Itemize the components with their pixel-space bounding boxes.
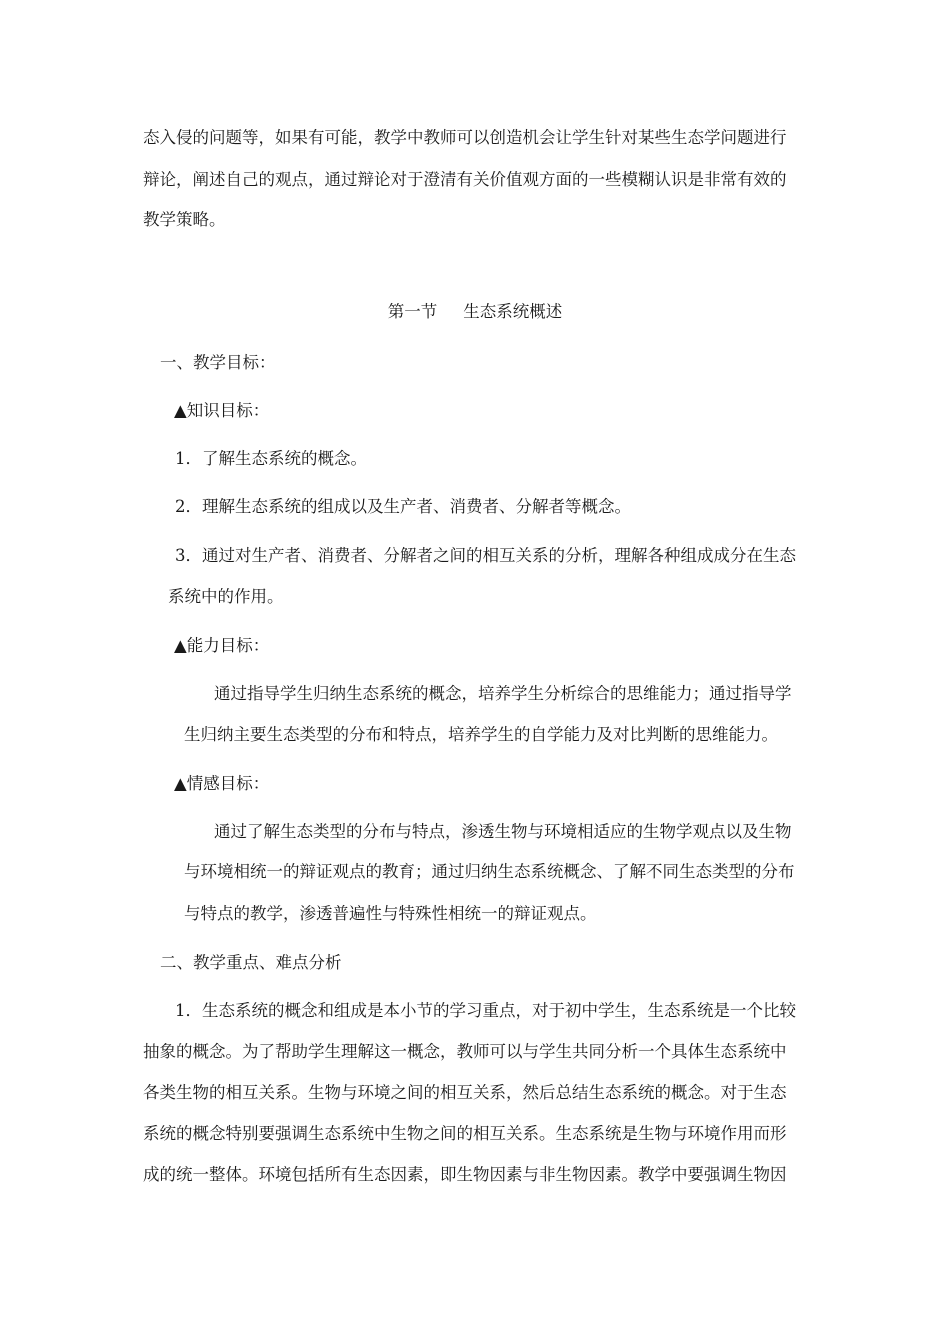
analysis-line-3: 各类生物的相互关系。生物与环境之间的相互关系，然后总结生态系统的概念。对于生态: [143, 1083, 787, 1102]
objectives-heading: 一、教学目标：: [160, 353, 276, 372]
section-number: 第一节: [387, 302, 438, 321]
knowledge-item-3: 3．通过对生产者、消费者、分解者之间的相互关系的分析，理解各种组成成分在生态: [175, 546, 796, 565]
emotion-line-1: 通过了解生态类型的分布与特点，渗透生物与环境相适应的生物学观点以及生物: [214, 822, 792, 841]
knowledge-item-2: 2．理解生态系统的组成以及生产者、消费者、分解者等概念。: [175, 497, 631, 516]
section-name: 生态系统概述: [463, 302, 563, 321]
intro-line-2: 辩论，阐述自己的观点，通过辩论对于澄清有关价值观方面的一些模糊认识是非常有效的: [143, 170, 787, 189]
knowledge-item-1: 1．了解生态系统的概念。: [175, 449, 367, 468]
emotion-line-2: 与环境相统一的辩证观点的教育；通过归纳生态系统概念、了解不同生态类型的分布: [184, 862, 795, 881]
analysis-line-5: 成的统一整体。环境包括所有生态因素，即生物因素与非生物因素。教学中要强调生物因: [143, 1165, 787, 1184]
analysis-line-4: 系统的概念特别要强调生态系统中生物之间的相互关系。生态系统是生物与环境作用而形: [143, 1124, 787, 1143]
intro-line-3: 教学策略。: [143, 210, 226, 229]
analysis-line-2: 抽象的概念。为了帮助学生理解这一概念，教师可以与学生共同分析一个具体生态系统中: [143, 1042, 787, 1061]
analysis-line-1: 1．生态系统的概念和组成是本小节的学习重点，对于初中学生，生态系统是一个比较: [175, 1001, 796, 1020]
intro-line-1: 态入侵的问题等，如果有可能，教学中教师可以创造机会让学生针对某些生态学问题进行: [143, 128, 787, 147]
emotion-heading: ▲情感目标：: [174, 774, 270, 793]
analysis-heading: 二、教学重点、难点分析: [160, 953, 342, 972]
ability-heading: ▲能力目标：: [174, 636, 270, 655]
knowledge-heading: ▲知识目标：: [174, 401, 270, 420]
section-title: [0, 300, 950, 324]
ability-line-2: 生归纳主要生态类型的分布和特点，培养学生的自学能力及对比判断的思维能力。: [184, 725, 778, 744]
ability-line-1: 通过指导学生归纳生态系统的概念，培养学生分析综合的思维能力；通过指导学: [214, 684, 792, 703]
emotion-line-3: 与特点的教学，渗透普遍性与特殊性相统一的辩证观点。: [184, 904, 597, 923]
knowledge-item-3-cont: 系统中的作用。: [168, 587, 284, 606]
